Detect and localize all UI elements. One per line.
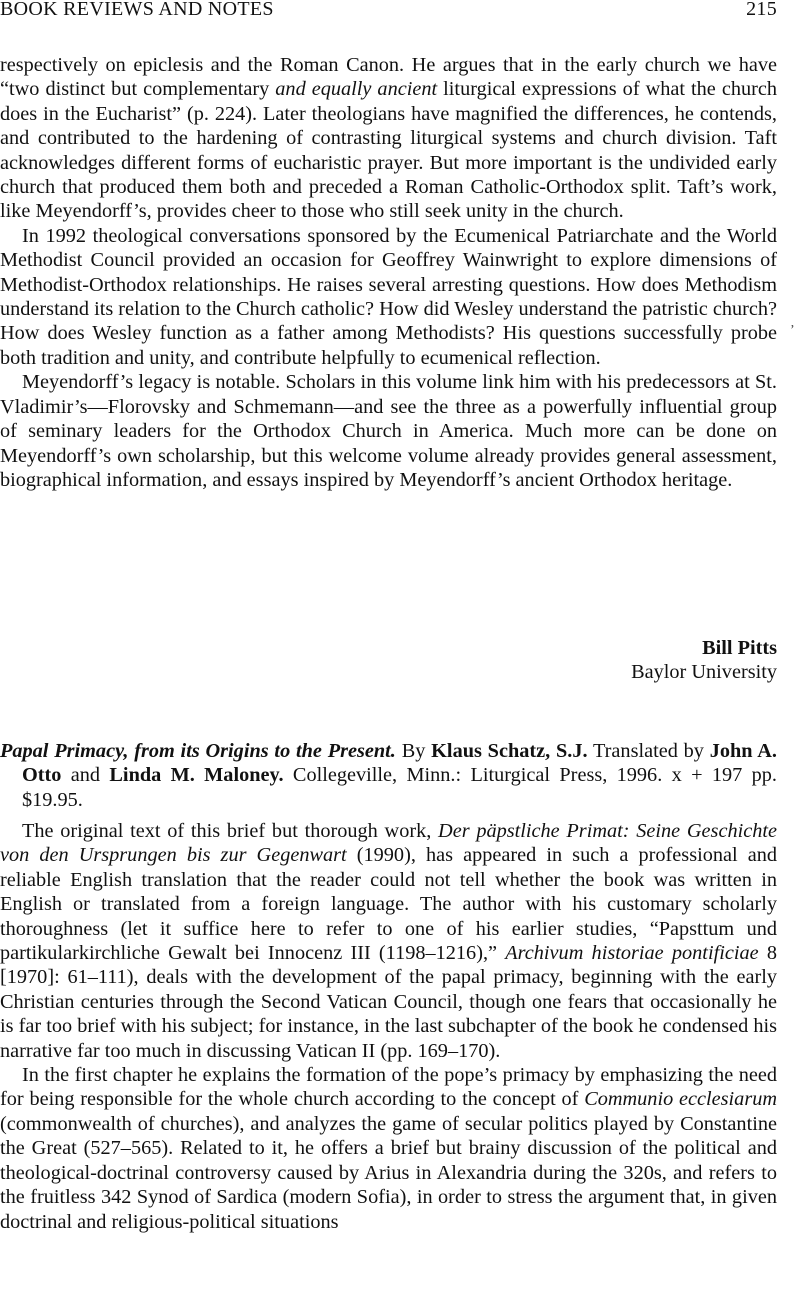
reviewer-affiliation: Baylor University [631, 661, 777, 684]
review2-paragraph-2: In the first chapter he explains the formation of the pope’s primacy by emphasizing the need for being responsible for the whole church according to the concept of Communio ecclesiarum (commonwealth of churches), and analyzes the game of secular politics played by Constantine the Great (527–565). Related to it, he offers a brief but brainy discussion of the political and theological-doctrinal controversy caused by Arius in Alexandria during the 320s, and refers to the fruitless 342 Synod of Sardica (modern Sofia), in order to stress the argument that, in given doctrinal and religious-political situations [0, 1064, 778, 1233]
reviewer-signature [377, 636, 777, 685]
review-papal-primacy-body [0, 819, 777, 1234]
reviewer-name: Bill Pitts [702, 637, 777, 659]
publication-details: Collegeville, Minn.: Liturgical Press, 1996. x + 197 pp. $19.95. [22, 764, 777, 811]
review1-paragraph-2: In 1992 theological conversations sponsored by the Ecumenical Patriarchate and the World Methodist Council provided an occasion for Geoffrey Wainwright to explore dimensions of Methodist-Orthodox relationships. He raises several arresting questions. How does Methodism understand its relation to the Church catholic? How did Wesley understand the patristic church? How does Wesley function as a father among Methodists? His questions successfully probe both tradition and unity, and contribute helpfully to ecumenical reflection. [0, 224, 777, 369]
running-header [0, 0, 777, 22]
running-title: BOOK REVIEWS AND NOTES [0, 0, 274, 20]
translator-1: John A. Otto [22, 740, 777, 787]
book-title: Papal Primacy, from its Origins to the Present. [0, 740, 396, 762]
page-number: 215 [746, 0, 777, 20]
review1-paragraph-1: respectively on epiclesis and the Roman Canon. He argues that in the early church we have “two distinct but complementary and equally ancient liturgical expressions of what the church does in the Eucharist” (p. 224). Later theologians have magnified the differences, he contends, and contributed to the hardening of contrasting liturgical systems and church division. Taft acknowledges different forms of eucharistic prayer. But more important is the undivided early church that produced them both and preceded a Roman Catholic-Orthodox split. Taft’s work, like Meyendorff’s, provides cheer to those who still seek unity in the church. [0, 54, 778, 223]
translator-2: Linda M. Maloney. [109, 764, 284, 787]
book-author: Klaus Schatz, S.J. [431, 740, 588, 762]
review-bill-pitts-body [0, 53, 777, 492]
review1-paragraph-3: Meyendorff’s legacy is notable. Scholars in this volume link him with his predecessors at St. Vladimir’s—Florovsky and Schmemann—and see the three as a powerfully influential group of seminary leaders for the Orthodox Church in America. Much more can be done on Meyendorff’s own scholarship, but this welcome volume already provides general assessment, biographical information, and essays inspired by Meyendorff’s ancient Orthodox heritage. [0, 371, 777, 491]
review2-paragraph-1: The original text of this brief but thorough work, Der päpstliche Primat: Seine Geschichte von den Ursprungen bis zur Gegenwart (1990), has appeared in such a professional and reliable English translation that the reader could not tell whether the book was written in English or translated from a foreign language. The author with his customary scholarly thoroughness (let it suffice here to refer to one of his earlier studies, “Papsttum und partikularkirchliche Gewalt bei Innocenz III (1198–1216),” Archivum historiae pontificiae 8 [1970]: 61–111), deals with the development of the papal primacy, beginning with the early Christian centuries through the Second Vatican Council, though one fears that occasionally he is far too brief with his subject; for instance, in the last subchapter of the book he condensed his narrative far too much in discussing Vatican II (pp. 169–170). [0, 820, 778, 1062]
book-citation: Papal Primacy, from its Origins to the Present. By Klaus Schatz, S.J. Translated by John A. Otto and Linda M. Maloney. Collegeville, Minn.: Liturgical Press, 1996. x + 197 pp. $19.95. [0, 740, 777, 811]
margin-mark: ʼ [790, 323, 795, 338]
